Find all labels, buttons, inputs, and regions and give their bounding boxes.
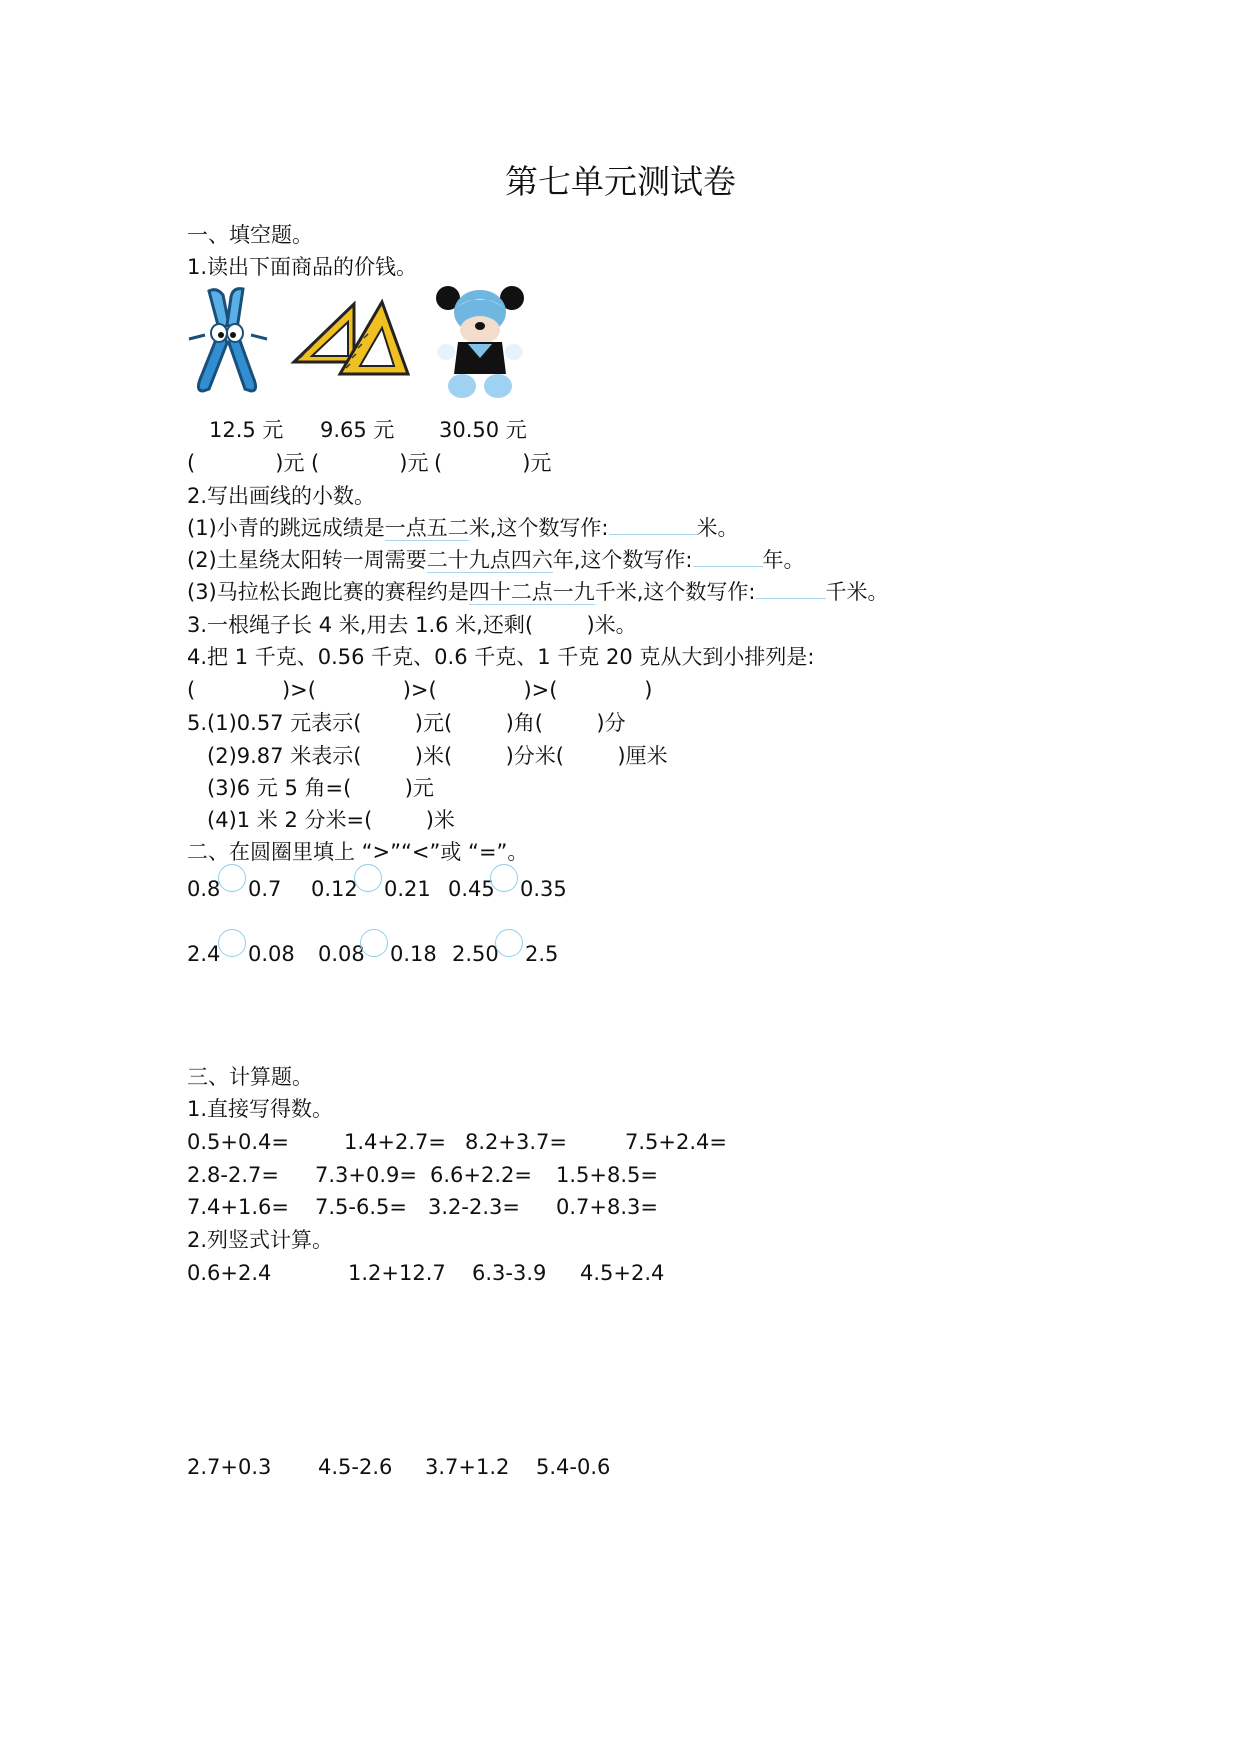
- mickey-plush-icon: [432, 278, 528, 402]
- calc-item: 6.6+2.2=: [430, 1163, 532, 1187]
- calc-item: 3.2-2.3=: [428, 1195, 520, 1219]
- answer-blank[interactable]: [609, 516, 697, 535]
- compare-left: 2.4: [187, 942, 221, 966]
- question-5-1: 5.(1)0.57 元表示( )元( )角( )分: [187, 711, 626, 735]
- compare-left: 0.45: [448, 877, 495, 901]
- question-2-item-1: (1)小青的跳远成绩是一点五二米,这个数写作: 米。: [187, 516, 739, 540]
- price-blank-1[interactable]: ( )元: [187, 451, 305, 475]
- compare-circle[interactable]: [354, 864, 382, 892]
- vertical-calc-item: 5.4-0.6: [536, 1455, 611, 1479]
- compare-right: 0.21: [384, 877, 431, 901]
- calc-question-1: 1.直接写得数。: [187, 1097, 334, 1121]
- vertical-calc-item: 6.3-3.9: [472, 1261, 547, 1285]
- question-4: 4.把 1 千克、0.56 千克、0.6 千克、1 千克 20 克从大到小排列是:: [187, 645, 815, 669]
- answer-blank[interactable]: [756, 580, 826, 599]
- question-5-3: (3)6 元 5 角=( )元: [187, 776, 434, 800]
- calc-item: 7.3+0.9=: [315, 1163, 417, 1187]
- compare-circle[interactable]: [360, 929, 388, 957]
- calc-item: 8.2+3.7=: [465, 1130, 567, 1154]
- calc-item: 2.8-2.7=: [187, 1163, 279, 1187]
- price-blank-3[interactable]: ( )元: [434, 451, 552, 475]
- section-2-heading: 二、在圆圈里填上 “>”“<”或 “=”。: [187, 840, 529, 864]
- section-1-heading: 一、填空题。: [187, 223, 313, 247]
- compare-circle[interactable]: [218, 929, 246, 957]
- price-2: 9.65 元: [320, 418, 395, 442]
- underlined-number: 一点五二: [384, 516, 469, 540]
- compare-circle[interactable]: [490, 864, 518, 892]
- compare-left: 0.12: [311, 877, 358, 901]
- calc-item: 7.4+1.6=: [187, 1195, 289, 1219]
- pliers-icon: [187, 285, 269, 393]
- vertical-calc-item: 0.6+2.4: [187, 1261, 272, 1285]
- vertical-calc-item: 2.7+0.3: [187, 1455, 272, 1479]
- price-1: 12.5 元: [209, 418, 284, 442]
- compare-right: 0.7: [248, 877, 282, 901]
- price-3: 30.50 元: [439, 418, 527, 442]
- compare-circle[interactable]: [218, 864, 246, 892]
- section-3-heading: 三、计算题。: [187, 1065, 313, 1089]
- calc-item: 1.4+2.7=: [344, 1130, 446, 1154]
- vertical-calc-item: 4.5+2.4: [580, 1261, 665, 1285]
- page-title: 第七单元测试卷: [505, 162, 736, 201]
- vertical-calc-item: 1.2+12.7: [348, 1261, 446, 1285]
- vertical-calc-item: 4.5-2.6: [318, 1455, 393, 1479]
- compare-right: 2.5: [525, 942, 559, 966]
- question-1-label: 1.读出下面商品的价钱。: [187, 255, 418, 279]
- underlined-number: 二十九点四六: [426, 548, 553, 572]
- question-5-2: (2)9.87 米表示( )米( )分米( )厘米: [187, 744, 668, 768]
- underlined-number: 四十二点一九: [468, 580, 595, 604]
- question-2-label: 2.写出画线的小数。: [187, 484, 376, 508]
- calc-question-2: 2.列竖式计算。: [187, 1228, 334, 1252]
- question-3: 3.一根绳子长 4 米,用去 1.6 米,还剩( )米。: [187, 613, 637, 637]
- calc-item: 0.5+0.4=: [187, 1130, 289, 1154]
- calc-item: 7.5+2.4=: [625, 1130, 727, 1154]
- compare-right: 0.18: [390, 942, 437, 966]
- compare-left: 2.50: [452, 942, 499, 966]
- question-2-item-3: (3)马拉松长跑比赛的赛程约是四十二点一九千米,这个数写作: 千米。: [187, 580, 889, 604]
- compare-left: 0.8: [187, 877, 221, 901]
- calc-item: 0.7+8.3=: [556, 1195, 658, 1219]
- answer-blank[interactable]: [693, 548, 763, 567]
- calc-item: 7.5-6.5=: [315, 1195, 407, 1219]
- question-5-4: (4)1 米 2 分米=( )米: [187, 808, 455, 832]
- compare-circle[interactable]: [495, 929, 523, 957]
- compare-right: 0.08: [248, 942, 295, 966]
- vertical-calc-item: 3.7+1.2: [425, 1455, 510, 1479]
- compare-left: 0.08: [318, 942, 365, 966]
- triangle-rulers-icon: [290, 294, 412, 378]
- question-2-item-2: (2)土星绕太阳转一周需要二十九点四六年,这个数写作: 年。: [187, 548, 805, 572]
- calc-item: 1.5+8.5=: [556, 1163, 658, 1187]
- compare-right: 0.35: [520, 877, 567, 901]
- question-4-order[interactable]: ( )>( )>( )>( ): [187, 678, 653, 702]
- price-blank-2[interactable]: ( )元: [311, 451, 429, 475]
